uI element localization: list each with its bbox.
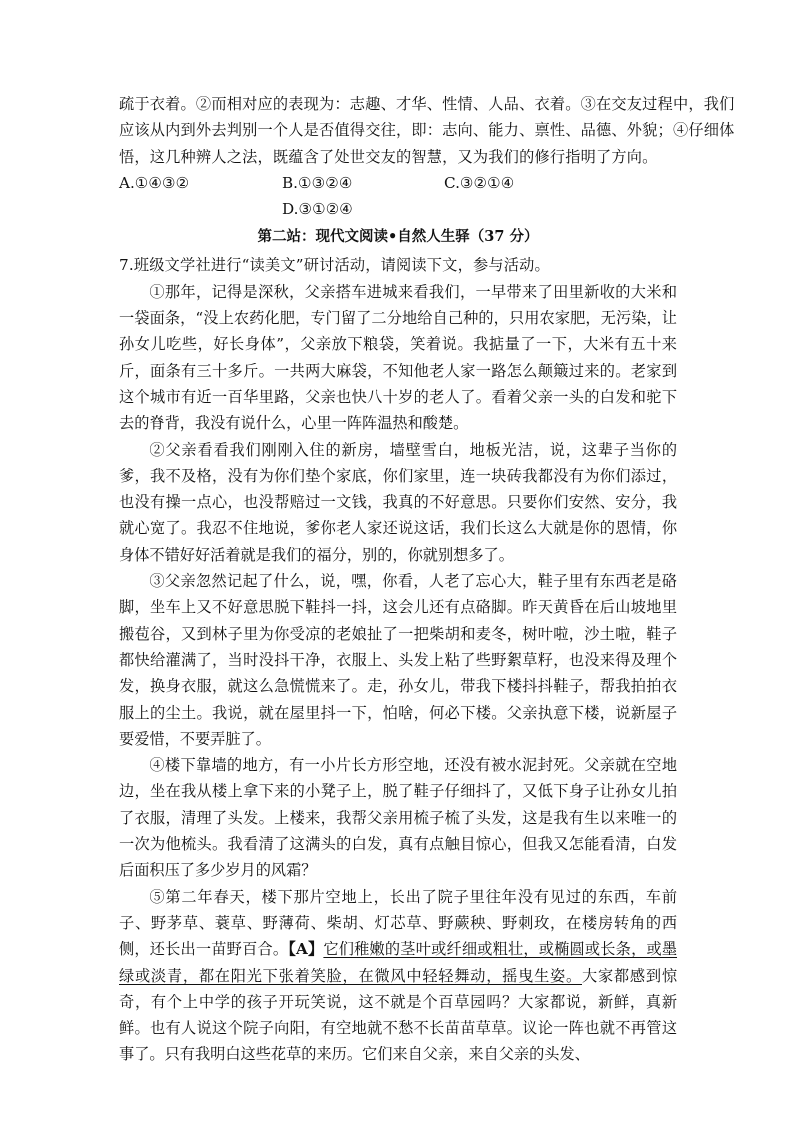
document-page — [119, 91, 735, 1068]
text-line: 悟，这几种辨人之法，既蕴含了处世交友的智慧，又为我们的修行指明了方向。 — [119, 147, 658, 166]
text-line: 应该从内到外去判别一个人是否值得交往，即：志向、能力、禀性、品德、外貌；④仔细体 — [119, 121, 735, 140]
paragraph-5 — [119, 884, 677, 1068]
option-c: C.③②①④ — [444, 173, 515, 192]
option-b: B.①③②④ — [282, 173, 353, 192]
top-text-block — [119, 91, 735, 170]
paragraph-1: ①那年，记得是深秋，父亲搭车进城来看我们，一早带来了田里新收的大米和一袋面条，“没上农药化肥，专门留了二分地给自己种的，只用农家肥，无污染，让孙女儿吃些，好长身体”，父亲放下粮袋，笑着说。我掂量了一下，大米有五十来斤，面条有三十多斤。一共两大麻袋，不知他老人家一路怎么颠簸过来的。老家到这个城市有近一百华里路，父亲也快八十岁的老人了。看着父亲一头的白发和驼下去的脊背，我没有说什么，心里一阵阵温热和酸楚。 — [119, 282, 677, 433]
annotation-marker-a: 【A】 — [288, 940, 324, 959]
paragraph-5-rest: 大家都感到惊奇，有个上中学的孩子开玩笑说，这不就是个百草园吗？大家都说，新鲜，真新鲜。也有人说这个院子向阳，有空地就不愁不长苗苗草草。议论一阵也就不再管这事了。只有我明白这些花草的来历。它们来自父亲，来自父亲的头发、 — [119, 966, 678, 1064]
paragraph-3: ③父亲忽然记起了什么，说，嘿，你看，人老了忘心大，鞋子里有东西老是硌脚，坐车上又不好意思脱下鞋抖一抖，这会儿还有点硌脚。昨天黄昏在后山坡地里搬苞谷，又到林子里为你受凉的老娘扯了一把柴胡和麦冬，树叶啦，沙土啦，鞋子都快给灌满了，当时没抖干净，衣服上、头发上粘了些野絮草籽，也没来得及理个发，换身衣服，就这么急慌慌来了。走，孙女儿，带我下楼抖抖鞋子，帮我拍拍衣服上的尘土。我说，就在屋里抖一下，怕啥，何必下楼。父亲执意下楼，说新屋子要爱惜，不要弄脏了。 — [119, 572, 677, 748]
section-title: 第二站：现代文阅读•自然人生驿（37 分） — [257, 228, 539, 246]
underlined-sentence: 它们稚嫩的茎叶或纤细或粗壮，或椭圆或长条，或墨绿或淡青，都在阳光下张着笑脸，在微风中轻轻舞动，摇曳生姿。 — [119, 940, 678, 985]
answer-options-row-2 — [119, 196, 677, 222]
paragraph-4: ④楼下靠墙的地方，有一小片长方形空地，还没有被水泥封死。父亲就在空地边，坐在我从楼上拿下来的小凳子上，脱了鞋子仔细抖了，又低下身子让孙女儿拍了衣服，清理了头发。上楼来，我帮父亲用梳子梳了头发，这是我有生以来唯一的一次为他梳头。我看清了这满头的白发，真有点触目惊心，但我又怎能看清，白发后面积压了多少岁月的风霜？ — [119, 756, 677, 880]
text-line: 疏于衣着。②而相对应的表现为：志趣、才华、性情、人品、衣着。③在交友过程中，我们 — [119, 95, 735, 113]
answer-options-row-1 — [119, 170, 677, 196]
paragraph-2: ②父亲看看我们刚刚入住的新房，墙壁雪白，地板光洁，说，这辈子当你的爹，我不及格，没有为你们垫个家底，你们家里，连一块砖我都没有为你们添过，也没有操一点心，也没帮赔过一文钱，我真的不好意思。只要你们安然、安分，我就心宽了。我忍不住地说，爹你老人家还说这话，我们长这么大就是你的恩情，你身体不错好好活着就是我们的福分，别的，你就别想多了。 — [119, 440, 677, 564]
question-prompt: 7.班级文学社进行“读美文”研讨活动，请阅读下文，参与活动。 — [119, 256, 550, 275]
option-a: A.①④③② — [119, 173, 190, 192]
paragraph-5-intro: ⑤第二年春天，楼下那片空地上，长出了院子里往年没有见过的东西，车前子、野茅草、蓑草、野薄荷、柴胡、灯芯草、野蕨秧、野刺玫，在楼房转角的西侧，还长出一苗野百合。 — [119, 887, 677, 959]
option-d: D.③①②④ — [282, 200, 353, 219]
